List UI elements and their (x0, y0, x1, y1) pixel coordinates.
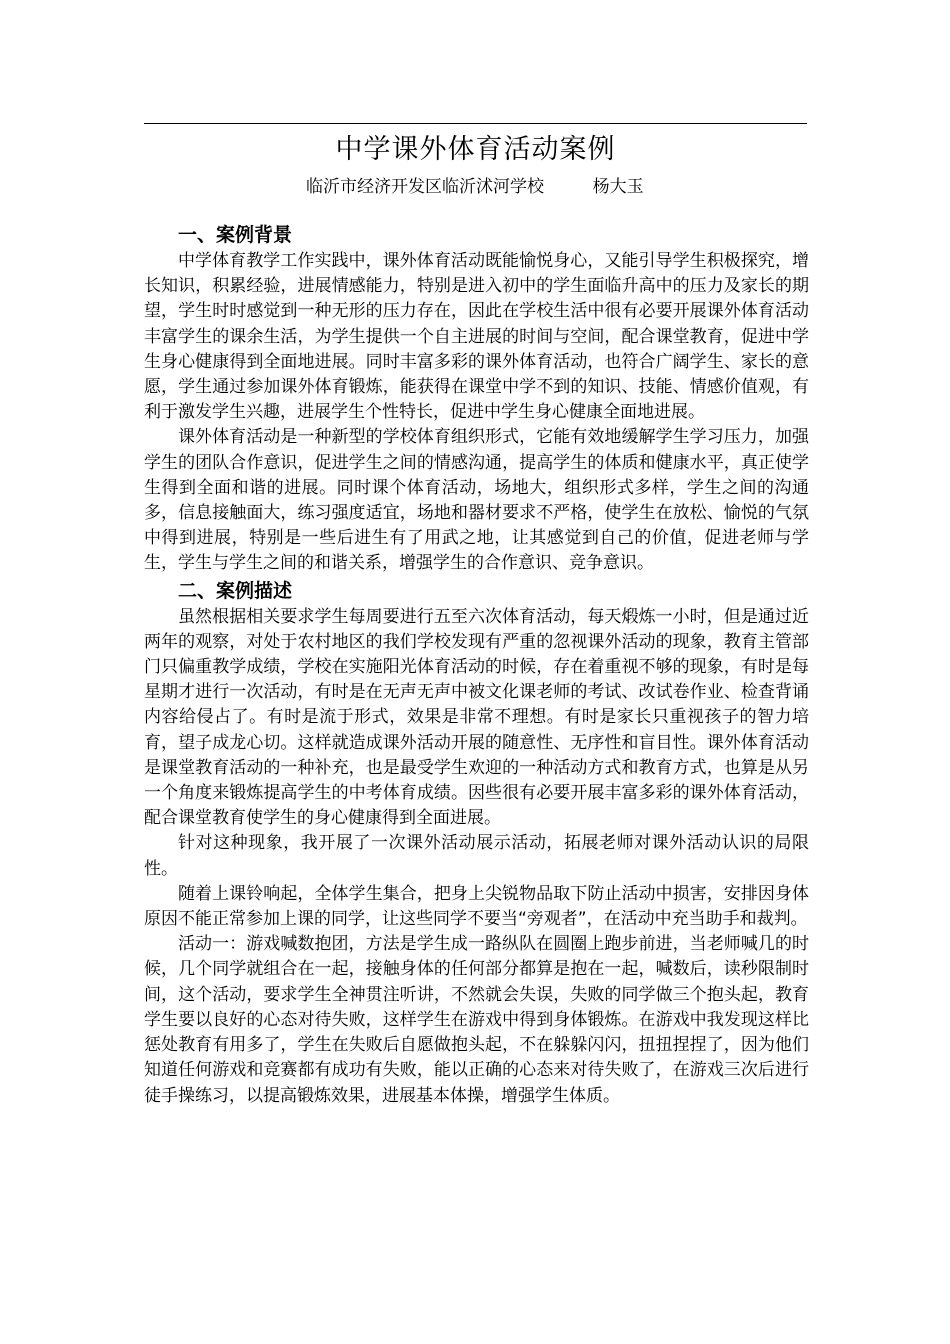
header-rule (144, 123, 807, 124)
section-heading-background: 一、案例背景 (178, 224, 293, 246)
document-body (144, 221, 809, 1109)
author-byline: 临沂市经济开发区临沂沭河学校 杨大玉 (306, 177, 644, 197)
paragraph: 虽然根据相关要求学生每周要进行五至六次体育活动，每天煅炼一小时，但是通过近两年的观察，对处于农村地区的我们学校发现有严重的忽视课外活动的现象，教育主管部门只偏重教学成绩，学校在实施阳光体育活动的时候，存在着重视不够的现象，有时是每星期才进行一次活动，有时是在无声无声中被文化课老师的考试、改试卷作业、检查背诵内容给侵占了。有时是流于形式，效果是非常不理想。有时是家长只重视孩子的智力培育，望子成龙心切。这样就造成课外活动开展的随意性、无序性和盲目性。课外体育活动是课堂教育活动的一种补充，也是最受学生欢迎的一种活动方式和教育方式，也算是从另一个角度来锻炼提高学生的中考体育成绩。因些很有必要开展丰富多彩的课外体育活动，配合课堂教育使学生的身心健康得到全面进展。 (144, 606, 809, 829)
paragraph: 随着上课铃响起，全体学生集合，把身上尖锐物品取下防止活动中损害，安排因身体原因不能正常参加上课的同学，让这些同学不要当“旁观者”，在活动中充当助手和裁判。 (144, 883, 809, 930)
paragraph: 课外体育活动是一种新型的学校体育组织形式，它能有效地缓解学生学习压力，加强学生的团队合作意识，促进学生之间的情感沟通，提高学生的体质和健康水平，真正使学生得到全面和谐的进展。同时课个体育活动，场地大，组织形式多样，学生之间的沟通多，信息接触面大，练习强度适宜，场地和器材要求不严格，使学生在放松、愉悦的气氛中得到进展，特别是一些后进生有了用武之地，让其感觉到自己的价值，促进老师与学生，学生与学生之间的和谐关系，增强学生的合作意识、竞争意识。 (144, 427, 809, 574)
document-title: 中学课外体育活动案例 (335, 134, 616, 165)
paragraph: 中学体育教学工作实践中，课外体育活动既能愉悦身心，又能引导学生积极探究，增长知识，积累经验，进展情感能力，特别是进入初中的学生面临升高中的压力及家长的期望，学生时时感觉到一种无形的压力存在，因此在学校生活中很有必要开展课外体育活动丰富学生的课余生活，为学生提供一个自主进展的时间与空间，配合课堂教育，促进中学生身心健康得到全面地进展。同时丰富多彩的课外体育活动，也符合广阔学生、家长的意愿，学生通过参加课外体育锻炼，能获得在课堂中学不到的知识、技能、情感价值观，有利于激发学生兴趣，进展学生个性特长，促进中学生身心健康全面地进展。 (144, 251, 809, 423)
section-heading-description: 二、案例描述 (178, 579, 293, 602)
paragraph: 活动一：游戏喊数抱团，方法是学生成一路纵队在圆圈上跑步前进，当老师喊几的时候，几个同学就组合在一起，接触身体的任何部分都算是抱在一起，喊数后，读秒限制时间，这个活动，要求学生全神贯注听讲，不然就会失误，失败的同学做三个抱头起，教育学生要以良好的心态对待失败，这样学生在游戏中得到身体锻炼。在游戏中我发现这样比惩处教育有用多了，学生在失败后自愿做抱头起，不在躲躲闪闪，扭扭捏捏了，因为他们知道任何游戏和竞赛都有成功有失败，能以正确的心态来对待失败了，在游戏三次后进行徒手操练习，以提高锻炼效果，进展基本体操，增强学生体质。 (144, 934, 809, 1106)
paragraph: 针对这种现象，我开展了一次课外活动展示活动，拓展老师对课外活动认识的局限性。 (144, 833, 809, 879)
